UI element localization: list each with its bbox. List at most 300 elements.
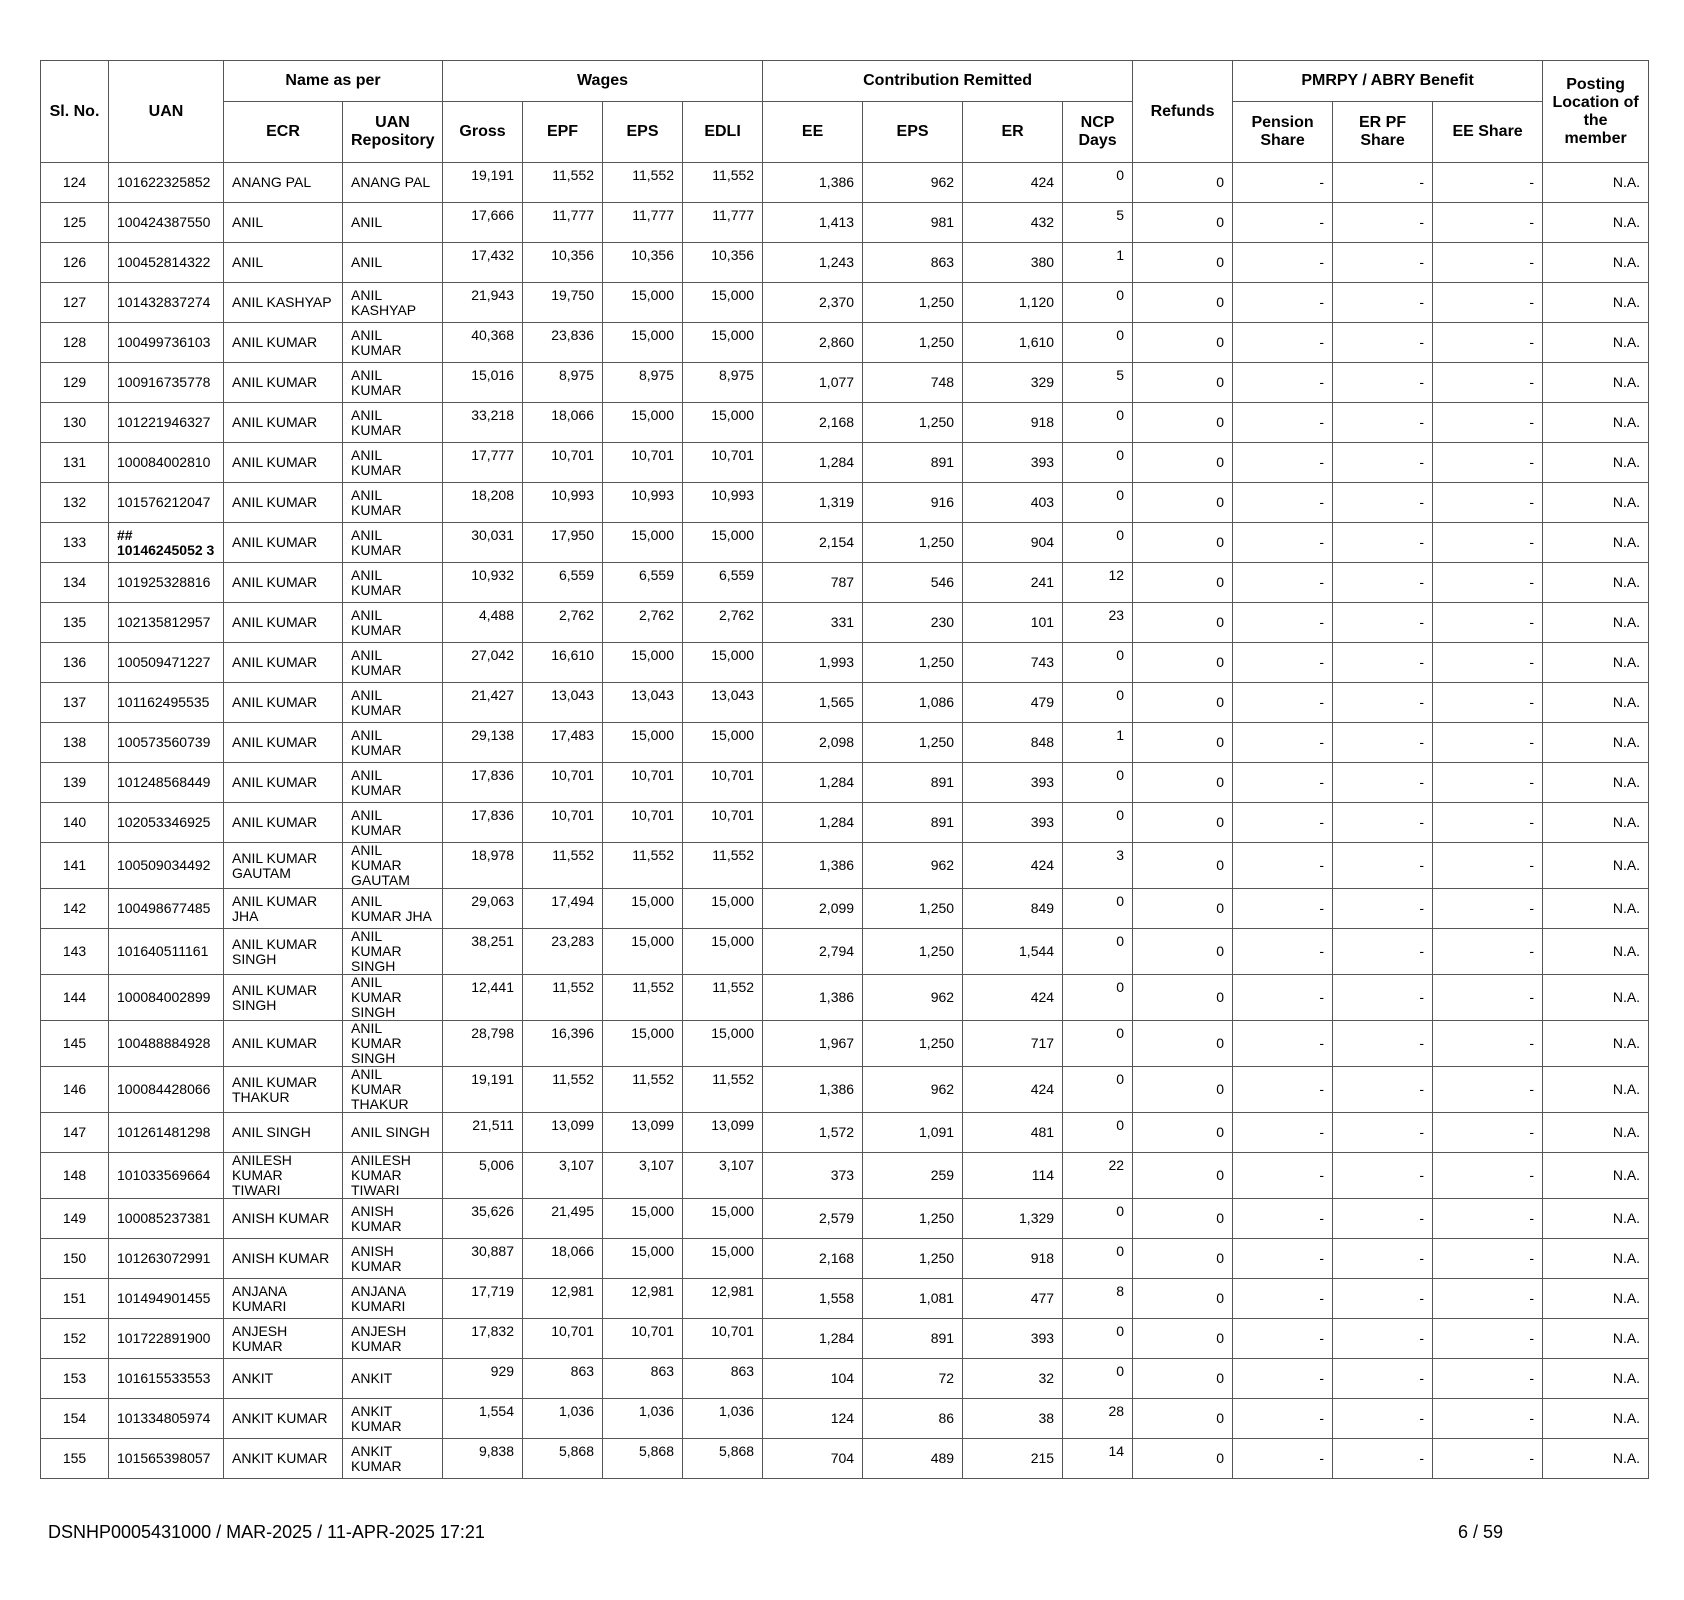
cell-sl-no: 148 — [41, 1153, 109, 1199]
cell-ee: 1,565 — [763, 683, 863, 723]
cell-er: 1,120 — [963, 283, 1063, 323]
cell-er-pf-share: - — [1333, 1021, 1433, 1067]
cell-eps: 15,000 — [603, 1239, 683, 1279]
cell-eps: 12,981 — [603, 1279, 683, 1319]
cell-ncp-days: 0 — [1063, 1359, 1133, 1399]
cell-er: 424 — [963, 975, 1063, 1021]
cell-edli: 10,356 — [683, 243, 763, 283]
cell-ncp-days: 0 — [1063, 403, 1133, 443]
cell-er-pf-share: - — [1333, 1113, 1433, 1153]
cell-ee: 124 — [763, 1399, 863, 1439]
cell-refunds: 0 — [1133, 443, 1233, 483]
cell-ecr-name: ANKIT KUMAR — [224, 1399, 343, 1439]
cell-edli: 15,000 — [683, 323, 763, 363]
cell-ee: 1,284 — [763, 763, 863, 803]
cell-ncp-days: 0 — [1063, 443, 1133, 483]
cell-er-pf-share: - — [1333, 1067, 1433, 1113]
cell-er-pf-share: - — [1333, 1279, 1433, 1319]
cell-uan-repository-name: ANIL KUMAR — [343, 643, 443, 683]
cell-uan: 100509034492 — [109, 843, 224, 889]
cell-ncp-days: 0 — [1063, 683, 1133, 723]
cell-gross: 5,006 — [443, 1153, 523, 1199]
table-row — [41, 323, 1649, 363]
cell-ecr-name: ANIL KUMAR — [224, 1021, 343, 1067]
cell-ncp-days: 0 — [1063, 1113, 1133, 1153]
cell-eps: 10,701 — [603, 1319, 683, 1359]
cell-ee: 331 — [763, 603, 863, 643]
cell-posting-location: N.A. — [1543, 763, 1649, 803]
cell-gross: 12,441 — [443, 975, 523, 1021]
cell-ee: 2,098 — [763, 723, 863, 763]
cell-ee: 1,077 — [763, 363, 863, 403]
cell-sl-no: 140 — [41, 803, 109, 843]
cell-ee: 2,579 — [763, 1199, 863, 1239]
cell-posting-location: N.A. — [1543, 1113, 1649, 1153]
cell-eps: 15,000 — [603, 723, 683, 763]
cell-eps: 15,000 — [603, 523, 683, 563]
cell-posting-location: N.A. — [1543, 643, 1649, 683]
cell-ee-share: - — [1433, 443, 1543, 483]
cell-er: 32 — [963, 1359, 1063, 1399]
cell-uan-repository-name: ANIL KUMAR GAUTAM — [343, 843, 443, 889]
cell-contrib-eps: 863 — [863, 243, 963, 283]
cell-contrib-eps: 981 — [863, 203, 963, 243]
cell-uan-repository-name: ANIL KUMAR JHA — [343, 889, 443, 929]
cell-pension-share: - — [1233, 643, 1333, 683]
cell-er: 380 — [963, 243, 1063, 283]
cell-sl-no: 136 — [41, 643, 109, 683]
cell-contrib-eps: 1,250 — [863, 1199, 963, 1239]
cell-sl-no: 152 — [41, 1319, 109, 1359]
cell-ncp-days: 0 — [1063, 929, 1133, 975]
cell-contrib-eps: 1,250 — [863, 1021, 963, 1067]
cell-posting-location: N.A. — [1543, 683, 1649, 723]
cell-epf: 17,950 — [523, 523, 603, 563]
cell-ncp-days: 0 — [1063, 803, 1133, 843]
cell-ee-share: - — [1433, 1067, 1543, 1113]
cell-er: 743 — [963, 643, 1063, 683]
cell-er-pf-share: - — [1333, 1439, 1433, 1479]
cell-er-pf-share: - — [1333, 1199, 1433, 1239]
cell-er: 904 — [963, 523, 1063, 563]
cell-ecr-name: ANJESH KUMAR — [224, 1319, 343, 1359]
cell-pension-share: - — [1233, 1113, 1333, 1153]
cell-posting-location: N.A. — [1543, 483, 1649, 523]
cell-uan-repository-name: ANIL KUMAR — [343, 683, 443, 723]
cell-er: 918 — [963, 403, 1063, 443]
cell-uan-repository-name: ANIL KUMAR — [343, 723, 443, 763]
cell-gross: 40,368 — [443, 323, 523, 363]
cell-pension-share: - — [1233, 483, 1333, 523]
table-row — [41, 483, 1649, 523]
cell-uan-repository-name: ANJESH KUMAR — [343, 1319, 443, 1359]
cell-sl-no: 133 — [41, 523, 109, 563]
cell-er: 918 — [963, 1239, 1063, 1279]
cell-posting-location: N.A. — [1543, 523, 1649, 563]
cell-eps: 15,000 — [603, 323, 683, 363]
cell-refunds: 0 — [1133, 323, 1233, 363]
cell-eps: 11,552 — [603, 975, 683, 1021]
cell-ee-share: - — [1433, 1399, 1543, 1439]
table-row — [41, 1021, 1649, 1067]
cell-contrib-eps: 1,250 — [863, 889, 963, 929]
cell-epf: 2,762 — [523, 603, 603, 643]
cell-uan: 100573560739 — [109, 723, 224, 763]
cell-ecr-name: ANIL KASHYAP — [224, 283, 343, 323]
col-sl-no: Sl. No. — [41, 61, 109, 163]
cell-ee-share: - — [1433, 1153, 1543, 1199]
cell-pension-share: - — [1233, 1067, 1333, 1113]
table-body — [41, 163, 1649, 1479]
cell-er-pf-share: - — [1333, 443, 1433, 483]
cell-ee: 2,370 — [763, 283, 863, 323]
cell-ecr-name: ANIL KUMAR — [224, 603, 343, 643]
cell-er-pf-share: - — [1333, 803, 1433, 843]
cell-ncp-days: 0 — [1063, 1199, 1133, 1239]
cell-edli: 12,981 — [683, 1279, 763, 1319]
cell-posting-location: N.A. — [1543, 1239, 1649, 1279]
table-row — [41, 975, 1649, 1021]
cell-ncp-days: 3 — [1063, 843, 1133, 889]
cell-sl-no: 135 — [41, 603, 109, 643]
cell-gross: 17,832 — [443, 1319, 523, 1359]
cell-ee-share: - — [1433, 1359, 1543, 1399]
cell-contrib-eps: 259 — [863, 1153, 963, 1199]
cell-uan-repository-name: ANIL KUMAR THAKUR — [343, 1067, 443, 1113]
cell-pension-share: - — [1233, 1399, 1333, 1439]
cell-pension-share: - — [1233, 803, 1333, 843]
cell-er-pf-share: - — [1333, 243, 1433, 283]
cell-gross: 1,554 — [443, 1399, 523, 1439]
cell-ee-share: - — [1433, 929, 1543, 975]
cell-ncp-days: 0 — [1063, 1319, 1133, 1359]
cell-er-pf-share: - — [1333, 1153, 1433, 1199]
cell-edli: 10,701 — [683, 1319, 763, 1359]
cell-ncp-days: 0 — [1063, 163, 1133, 203]
cell-refunds: 0 — [1133, 1113, 1233, 1153]
cell-ee-share: - — [1433, 483, 1543, 523]
cell-refunds: 0 — [1133, 683, 1233, 723]
cell-edli: 15,000 — [683, 723, 763, 763]
cell-eps: 11,552 — [603, 1067, 683, 1113]
cell-ecr-name: ANIL KUMAR — [224, 803, 343, 843]
cell-er: 849 — [963, 889, 1063, 929]
cell-ee-share: - — [1433, 803, 1543, 843]
table-row — [41, 283, 1649, 323]
cell-refunds: 0 — [1133, 643, 1233, 683]
cell-ee: 1,386 — [763, 1067, 863, 1113]
cell-uan: 101622325852 — [109, 163, 224, 203]
cell-refunds: 0 — [1133, 929, 1233, 975]
cell-ncp-days: 0 — [1063, 975, 1133, 1021]
cell-gross: 9,838 — [443, 1439, 523, 1479]
cell-gross: 28,798 — [443, 1021, 523, 1067]
cell-eps: 11,777 — [603, 203, 683, 243]
cell-uan: 101033569664 — [109, 1153, 224, 1199]
cell-uan: 101432837274 — [109, 283, 224, 323]
cell-pension-share: - — [1233, 763, 1333, 803]
cell-edli: 10,701 — [683, 443, 763, 483]
cell-epf: 13,099 — [523, 1113, 603, 1153]
cell-gross: 38,251 — [443, 929, 523, 975]
cell-gross: 19,191 — [443, 163, 523, 203]
cell-refunds: 0 — [1133, 975, 1233, 1021]
col-ee-share: EE Share — [1433, 102, 1543, 163]
cell-ee-share: - — [1433, 763, 1543, 803]
cell-pension-share: - — [1233, 403, 1333, 443]
cell-epf: 6,559 — [523, 563, 603, 603]
cell-ecr-name: ANIL KUMAR — [224, 363, 343, 403]
cell-ncp-days: 0 — [1063, 483, 1133, 523]
cell-er: 1,544 — [963, 929, 1063, 975]
cell-contrib-eps: 1,250 — [863, 929, 963, 975]
cell-ee-share: - — [1433, 889, 1543, 929]
cell-edli: 15,000 — [683, 889, 763, 929]
cell-ncp-days: 0 — [1063, 1021, 1133, 1067]
cell-sl-no: 149 — [41, 1199, 109, 1239]
cell-er: 424 — [963, 843, 1063, 889]
cell-posting-location: N.A. — [1543, 243, 1649, 283]
table-row — [41, 163, 1649, 203]
cell-er: 481 — [963, 1113, 1063, 1153]
cell-sl-no: 141 — [41, 843, 109, 889]
cell-refunds: 0 — [1133, 1067, 1233, 1113]
cell-uan: 101925328816 — [109, 563, 224, 603]
cell-ee: 1,413 — [763, 203, 863, 243]
col-uan-repository: UAN Repository — [343, 102, 443, 163]
cell-ee: 1,243 — [763, 243, 863, 283]
col-gross: Gross — [443, 102, 523, 163]
cell-epf: 18,066 — [523, 1239, 603, 1279]
col-pension-share: Pension Share — [1233, 102, 1333, 163]
cell-ee-share: - — [1433, 363, 1543, 403]
cell-pension-share: - — [1233, 1021, 1333, 1067]
cell-uan: 101494901455 — [109, 1279, 224, 1319]
group-pmrpy-abry: PMRPY / ABRY Benefit — [1233, 61, 1543, 102]
cell-contrib-eps: 1,250 — [863, 403, 963, 443]
cell-er: 424 — [963, 1067, 1063, 1113]
cell-sl-no: 129 — [41, 363, 109, 403]
cell-ee: 2,099 — [763, 889, 863, 929]
cell-ee-share: - — [1433, 723, 1543, 763]
cell-uan: 101615533553 — [109, 1359, 224, 1399]
table-row — [41, 683, 1649, 723]
cell-posting-location: N.A. — [1543, 1439, 1649, 1479]
cell-eps: 6,559 — [603, 563, 683, 603]
cell-ee-share: - — [1433, 1279, 1543, 1319]
cell-er-pf-share: - — [1333, 1399, 1433, 1439]
cell-uan: 100085237381 — [109, 1199, 224, 1239]
cell-contrib-eps: 1,086 — [863, 683, 963, 723]
cell-er-pf-share: - — [1333, 603, 1433, 643]
cell-er: 241 — [963, 563, 1063, 603]
group-name-as-per: Name as per — [224, 61, 443, 102]
cell-ecr-name: ANIL KUMAR — [224, 323, 343, 363]
table-row — [41, 843, 1649, 889]
cell-epf: 11,552 — [523, 163, 603, 203]
cell-sl-no: 150 — [41, 1239, 109, 1279]
cell-epf: 11,552 — [523, 975, 603, 1021]
cell-contrib-eps: 962 — [863, 843, 963, 889]
cell-contrib-eps: 1,250 — [863, 283, 963, 323]
cell-uan-repository-name: ANKIT KUMAR — [343, 1439, 443, 1479]
cell-pension-share: - — [1233, 1279, 1333, 1319]
cell-ecr-name: ANIL KUMAR SINGH — [224, 975, 343, 1021]
cell-sl-no: 132 — [41, 483, 109, 523]
cell-ncp-days: 28 — [1063, 1399, 1133, 1439]
cell-uan: 100499736103 — [109, 323, 224, 363]
cell-ecr-name: ANKIT KUMAR — [224, 1439, 343, 1479]
cell-refunds: 0 — [1133, 1439, 1233, 1479]
cell-ncp-days: 23 — [1063, 603, 1133, 643]
table-row — [41, 1319, 1649, 1359]
cell-ee-share: - — [1433, 163, 1543, 203]
cell-ecr-name: ANIL KUMAR — [224, 563, 343, 603]
cell-epf: 16,396 — [523, 1021, 603, 1067]
cell-gross: 30,887 — [443, 1239, 523, 1279]
cell-er: 393 — [963, 1319, 1063, 1359]
cell-ecr-name: ANIL KUMAR — [224, 763, 343, 803]
cell-uan: 101565398057 — [109, 1439, 224, 1479]
cell-posting-location: N.A. — [1543, 1319, 1649, 1359]
cell-eps: 10,701 — [603, 443, 683, 483]
cell-gross: 35,626 — [443, 1199, 523, 1239]
cell-uan: ## 10146245052 3 — [109, 523, 224, 563]
cell-ecr-name: ANIL KUMAR THAKUR — [224, 1067, 343, 1113]
cell-ecr-name: ANILESH KUMAR TIWARI — [224, 1153, 343, 1199]
cell-contrib-eps: 1,250 — [863, 1239, 963, 1279]
cell-ee-share: - — [1433, 643, 1543, 683]
cell-posting-location: N.A. — [1543, 603, 1649, 643]
cell-refunds: 0 — [1133, 523, 1233, 563]
cell-ee: 2,154 — [763, 523, 863, 563]
table-row — [41, 1199, 1649, 1239]
cell-er: 393 — [963, 803, 1063, 843]
cell-posting-location: N.A. — [1543, 443, 1649, 483]
cell-er: 329 — [963, 363, 1063, 403]
cell-refunds: 0 — [1133, 843, 1233, 889]
cell-ee-share: - — [1433, 1021, 1543, 1067]
cell-epf: 10,701 — [523, 763, 603, 803]
cell-uan: 102053346925 — [109, 803, 224, 843]
cell-pension-share: - — [1233, 323, 1333, 363]
cell-gross: 27,042 — [443, 643, 523, 683]
cell-er-pf-share: - — [1333, 929, 1433, 975]
cell-contrib-eps: 86 — [863, 1399, 963, 1439]
cell-er-pf-share: - — [1333, 843, 1433, 889]
table-row — [41, 1399, 1649, 1439]
cell-pension-share: - — [1233, 1359, 1333, 1399]
cell-edli: 6,559 — [683, 563, 763, 603]
cell-er-pf-share: - — [1333, 1239, 1433, 1279]
cell-uan-repository-name: ANIL KUMAR — [343, 323, 443, 363]
cell-uan: 101261481298 — [109, 1113, 224, 1153]
cell-er: 424 — [963, 163, 1063, 203]
cell-uan-repository-name: ANILESH KUMAR TIWARI — [343, 1153, 443, 1199]
cell-edli: 13,099 — [683, 1113, 763, 1153]
cell-pension-share: - — [1233, 1153, 1333, 1199]
cell-edli: 15,000 — [683, 1199, 763, 1239]
cell-epf: 19,750 — [523, 283, 603, 323]
cell-ecr-name: ANIL KUMAR — [224, 643, 343, 683]
cell-uan: 101640511161 — [109, 929, 224, 975]
cell-epf: 11,777 — [523, 203, 603, 243]
cell-edli: 15,000 — [683, 643, 763, 683]
cell-posting-location: N.A. — [1543, 843, 1649, 889]
cell-posting-location: N.A. — [1543, 1153, 1649, 1199]
cell-refunds: 0 — [1133, 1319, 1233, 1359]
cell-ee: 1,386 — [763, 163, 863, 203]
cell-gross: 29,138 — [443, 723, 523, 763]
cell-er-pf-share: - — [1333, 163, 1433, 203]
cell-eps: 11,552 — [603, 163, 683, 203]
cell-ncp-days: 0 — [1063, 643, 1133, 683]
cell-gross: 21,427 — [443, 683, 523, 723]
cell-epf: 11,552 — [523, 843, 603, 889]
cell-ncp-days: 22 — [1063, 1153, 1133, 1199]
cell-pension-share: - — [1233, 603, 1333, 643]
cell-epf: 10,701 — [523, 1319, 603, 1359]
cell-refunds: 0 — [1133, 1153, 1233, 1199]
cell-uan: 101576212047 — [109, 483, 224, 523]
cell-contrib-eps: 1,091 — [863, 1113, 963, 1153]
cell-edli: 11,777 — [683, 203, 763, 243]
cell-er-pf-share: - — [1333, 1359, 1433, 1399]
cell-contrib-eps: 546 — [863, 563, 963, 603]
table-row — [41, 929, 1649, 975]
cell-sl-no: 127 — [41, 283, 109, 323]
col-ecr: ECR — [224, 102, 343, 163]
cell-ecr-name: ANIL KUMAR JHA — [224, 889, 343, 929]
cell-sl-no: 124 — [41, 163, 109, 203]
cell-ee: 1,284 — [763, 803, 863, 843]
cell-posting-location: N.A. — [1543, 1067, 1649, 1113]
cell-ee: 1,284 — [763, 443, 863, 483]
cell-ecr-name: ANIL — [224, 243, 343, 283]
cell-sl-no: 126 — [41, 243, 109, 283]
cell-edli: 1,036 — [683, 1399, 763, 1439]
cell-ee: 2,168 — [763, 403, 863, 443]
cell-sl-no: 137 — [41, 683, 109, 723]
col-er-pf-share: ER PF Share — [1333, 102, 1433, 163]
cell-edli: 15,000 — [683, 523, 763, 563]
table-row — [41, 603, 1649, 643]
cell-edli: 10,993 — [683, 483, 763, 523]
cell-eps: 15,000 — [603, 283, 683, 323]
col-posting-location: Posting Location of the member — [1543, 61, 1649, 163]
cell-uan-repository-name: ANJANA KUMARI — [343, 1279, 443, 1319]
cell-er-pf-share: - — [1333, 1319, 1433, 1359]
cell-refunds: 0 — [1133, 889, 1233, 929]
cell-epf: 12,981 — [523, 1279, 603, 1319]
cell-contrib-eps: 1,081 — [863, 1279, 963, 1319]
cell-sl-no: 155 — [41, 1439, 109, 1479]
cell-eps: 15,000 — [603, 643, 683, 683]
cell-uan-repository-name: ANIL KUMAR — [343, 443, 443, 483]
cell-posting-location: N.A. — [1543, 403, 1649, 443]
cell-epf: 17,483 — [523, 723, 603, 763]
col-edli: EDLI — [683, 102, 763, 163]
cell-edli: 11,552 — [683, 843, 763, 889]
cell-eps: 3,107 — [603, 1153, 683, 1199]
cell-ncp-days: 0 — [1063, 1067, 1133, 1113]
cell-sl-no: 153 — [41, 1359, 109, 1399]
cell-epf: 18,066 — [523, 403, 603, 443]
cell-posting-location: N.A. — [1543, 723, 1649, 763]
cell-ncp-days: 12 — [1063, 563, 1133, 603]
cell-eps: 15,000 — [603, 403, 683, 443]
col-ncp-days: NCP Days — [1063, 102, 1133, 163]
